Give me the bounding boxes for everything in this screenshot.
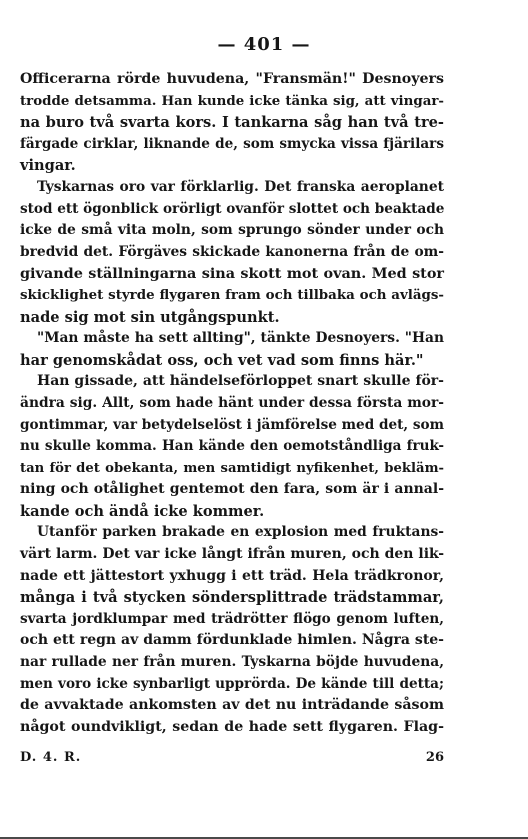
text-line: svarta jordklumpar med trädrötter flögo genom luften, [20, 610, 444, 627]
text-line: Tyskarnas oro var förklarlig. Det franska aeroplanet [37, 178, 444, 195]
text-line: ändra sig. Allt, som hade hänt under dessa första mor- [20, 394, 444, 411]
text-line: Han gissade, att händelseförloppet snart skulle för- [37, 373, 444, 390]
printer-signature: D. 4. R. [20, 750, 82, 765]
body-text [20, 69, 444, 738]
page-number: — 401 — [217, 34, 311, 55]
text-line: de avvaktade ankomsten av det nu inträdande såsom [20, 697, 444, 714]
text-line: icke de små vita moln, som sprungo sönder under och [20, 222, 444, 239]
text-line: men voro icke synbarligt upprörda. De kände till detta; [20, 675, 444, 692]
sheet-number: 26 [425, 750, 444, 765]
text-line: na buro två svarta kors. I tankarna såg han två tre- [20, 114, 444, 132]
text-line: tan för det obekanta, men samtidigt nyfikenhet, bekläm- [20, 460, 444, 476]
text-line: nade ett jättestort yxhugg i ett träd. Hela trädkronor, [20, 567, 444, 584]
text-line: har genomskådat oss, och vet vad som finns här." [20, 351, 424, 369]
text-line: Officerarna rörde huvudena, "Fransmän!" Desnoyers [20, 71, 444, 87]
text-line: vingar. [20, 157, 76, 175]
text-line: nar rullade ner från muren. Tyskarna böjde huvudena, [20, 654, 444, 671]
text-line: nade sig mot sin utgångspunkt. [20, 308, 280, 326]
text-line: gontimmar, var betydelselöst i jämförelse med det, som [20, 416, 444, 433]
text-line: skicklighet styrde flygaren fram och tillbaka och avlägs- [20, 286, 444, 303]
text-line: och ett regn av damm fördunklade himlen. Några ste- [20, 632, 444, 649]
text-line: något oundvikligt, sedan de hade sett flygaren. Flag- [20, 718, 444, 735]
text-line: färgade cirklar, liknande de, som smycka vissa fjärilars [20, 135, 444, 152]
text-line: många i två stycken söndersplittrade trädstammar, [20, 589, 444, 607]
text-line: "Man måste ha sett allting", tänkte Desnoyers. "Han [37, 330, 444, 347]
text-line: värt larm. Det var icke långt ifrån muren, och den lik- [20, 546, 444, 563]
text-line: ning och otålighet gentemot den fara, som är i annal- [20, 481, 444, 498]
text-line: nu skulle komma. Han kände den oemotståndliga fruk- [20, 438, 444, 455]
text-line: kande och ändå icke kommer. [20, 502, 265, 520]
text-line: trodde detsamma. Han kunde icke tänka sig, att vingar- [20, 92, 444, 109]
text-line: bredvid det. Förgäves skickade kanonerna från de om- [20, 243, 444, 260]
text-line: stod ett ögonblick orörligt ovanför slottet och beaktade [20, 200, 445, 217]
text-line: Utanför parken brakade en explosion med fruktans- [37, 524, 444, 541]
text-line: givande ställningarna sina skott mot ovan. Med stor [20, 265, 444, 283]
page-footer [20, 750, 444, 770]
